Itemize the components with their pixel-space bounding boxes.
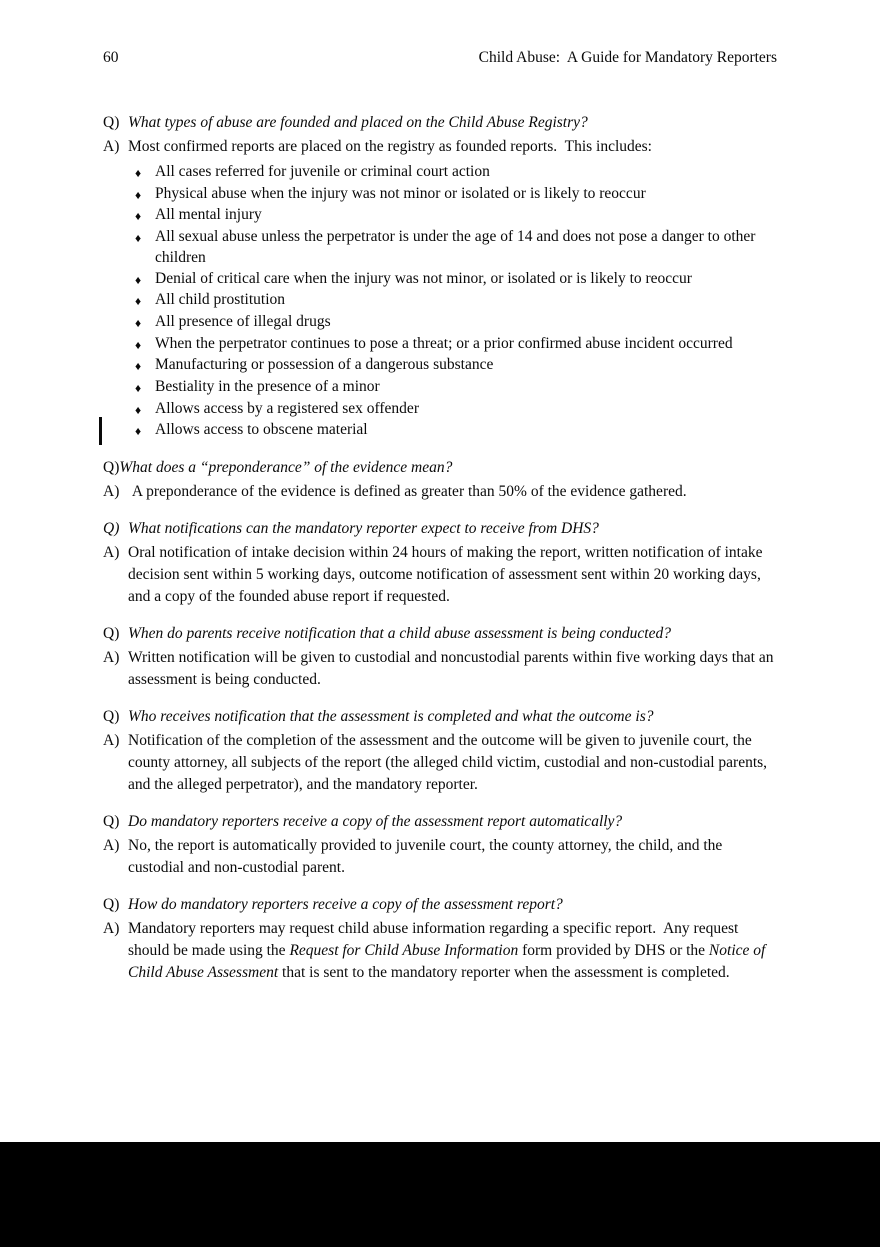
list-item [103, 399, 778, 421]
question-text: Do mandatory reporters receive a copy of the assessment report automatically? [128, 813, 623, 831]
list-item [103, 162, 778, 184]
question-marker: Q) [103, 813, 120, 831]
list-item-text: Manufacturing or possession of a dangerous substance [155, 356, 494, 374]
list-item [103, 420, 778, 442]
list-item [103, 290, 778, 312]
diamond-bullet-icon: ♦ [135, 272, 142, 287]
question-text: Who receives notification that the assessment is completed and what the outcome is? [128, 708, 654, 726]
list-item-text: Bestiality in the presence of a minor [155, 378, 380, 396]
list-item [103, 312, 778, 334]
list-item [103, 355, 778, 377]
scan-black-band [0, 1142, 880, 1247]
answer-text: Oral notification of intake decision within 24 hours of making the report, written notification of intake decision sent within 5 working days, outcome notification of assessment sent within 20 working days, and a copy of the founded abuse report if requested. [128, 544, 767, 606]
answer-line [103, 730, 778, 796]
answer-line [103, 542, 778, 608]
list-item-text: All child prostitution [155, 291, 286, 309]
answer-marker: A) [103, 732, 120, 750]
answer-line [103, 136, 778, 158]
question-line [103, 623, 778, 645]
answer-text: Notification of the completion of the assessment and the outcome will be given to juvenile court, the county attorney, all subjects of the report (the alleged child victim, custodial and non-custodial parents, and the alleged perpetrator), and the mandatory reporter. [128, 732, 771, 794]
question-marker: Q) [103, 459, 120, 477]
list-item-text: Allows access by a registered sex offender [155, 399, 419, 417]
question-text: How do mandatory reporters receive a copy of the assessment report? [128, 896, 563, 914]
header-title: Child Abuse: A Guide for Mandatory Reporters [478, 49, 777, 66]
question-text: When do parents receive notification that a child abuse assessment is being conducted? [128, 625, 671, 643]
question-line [103, 457, 778, 479]
founded-abuse-bullet-list [103, 162, 778, 442]
question-line [103, 112, 778, 134]
question-line [103, 706, 778, 728]
page-content [103, 112, 778, 999]
diamond-bullet-icon: ♦ [135, 315, 142, 330]
list-item-text: All cases referred for juvenile or criminal court action [155, 163, 490, 180]
diamond-bullet-icon: ♦ [135, 381, 142, 396]
question-text: What types of abuse are founded and placed on the Child Abuse Registry? [128, 114, 588, 131]
answer-marker: A) [103, 544, 120, 562]
diamond-bullet-icon: ♦ [135, 166, 142, 180]
answer-text: Written notification will be given to custodial and noncustodial parents within five working days that an assessment is being conducted. [128, 649, 778, 689]
list-item [103, 227, 778, 268]
answer-marker: A) [103, 483, 120, 501]
answer-text: No, the report is automatically provided to juvenile court, the county attorney, the child, and the custodial and non-custodial parent. [128, 837, 727, 877]
revision-change-bar [99, 417, 102, 445]
question-marker: Q) [103, 708, 120, 726]
answer-marker: A) [103, 649, 120, 667]
diamond-bullet-icon: ♦ [135, 209, 142, 224]
list-item-text: Denial of critical care when the injury was not minor, or isolated or is likely to reoccur [155, 269, 692, 287]
list-item [103, 334, 778, 356]
qa-block-1 [103, 112, 778, 442]
answer-marker: A) [103, 837, 120, 855]
list-item-text: Allows access to obscene material [155, 421, 368, 439]
answer-line [103, 835, 778, 879]
qa-block-3 [103, 518, 778, 608]
answer-marker: A) [103, 920, 120, 938]
list-item-text: All sexual abuse unless the perpetrator is under the age of 14 and does not pose a danger to other children [155, 228, 760, 266]
question-marker: Q) [103, 625, 120, 643]
qa-block-4 [103, 623, 778, 691]
diamond-bullet-icon: ♦ [135, 359, 142, 374]
list-item-text: When the perpetrator continues to pose a threat; or a prior confirmed abuse incident occurred [155, 334, 733, 352]
question-text: What does a “preponderance” of the evidence mean? [119, 459, 453, 477]
diamond-bullet-icon: ♦ [135, 424, 142, 439]
qa-block-2 [103, 457, 778, 503]
diamond-bullet-icon: ♦ [135, 402, 142, 417]
page-number: 60 [103, 49, 119, 66]
diamond-bullet-icon: ♦ [135, 231, 142, 246]
list-item-text: Physical abuse when the injury was not minor or isolated or is likely to reoccur [155, 184, 646, 202]
answer-line [103, 481, 778, 503]
list-item [103, 377, 778, 399]
question-text: What notifications can the mandatory reporter expect to receive from DHS? [128, 520, 599, 538]
question-marker: Q) [103, 520, 120, 538]
list-item [103, 269, 778, 291]
answer-text: Mandatory reporters may request child abuse information regarding a specific report. Any request should be made using the Request for Child Abuse Information form provided by DHS or the Notice of Child Abuse Assessment that is sent to the mandatory reporter when the assessment is completed. [128, 920, 770, 982]
list-item [103, 184, 778, 206]
qa-block-7 [103, 894, 778, 984]
qa-block-6 [103, 811, 778, 879]
answer-line [103, 647, 778, 691]
running-header [103, 48, 777, 68]
list-item-text: All presence of illegal drugs [155, 312, 331, 330]
qa-block-5 [103, 706, 778, 796]
list-item-text: All mental injury [155, 206, 262, 224]
list-item [103, 205, 778, 227]
diamond-bullet-icon: ♦ [135, 187, 142, 202]
question-marker: Q) [103, 114, 120, 131]
diamond-bullet-icon: ♦ [135, 294, 142, 309]
answer-marker: A) [103, 138, 120, 155]
question-line [103, 518, 778, 540]
question-line [103, 894, 778, 916]
answer-text: Most confirmed reports are placed on the registry as founded reports. This includes: [128, 138, 652, 155]
answer-line [103, 918, 778, 984]
diamond-bullet-icon: ♦ [135, 337, 142, 352]
question-marker: Q) [103, 896, 120, 914]
answer-text: A preponderance of the evidence is defined as greater than 50% of the evidence gathered. [128, 483, 687, 501]
question-line [103, 811, 778, 833]
